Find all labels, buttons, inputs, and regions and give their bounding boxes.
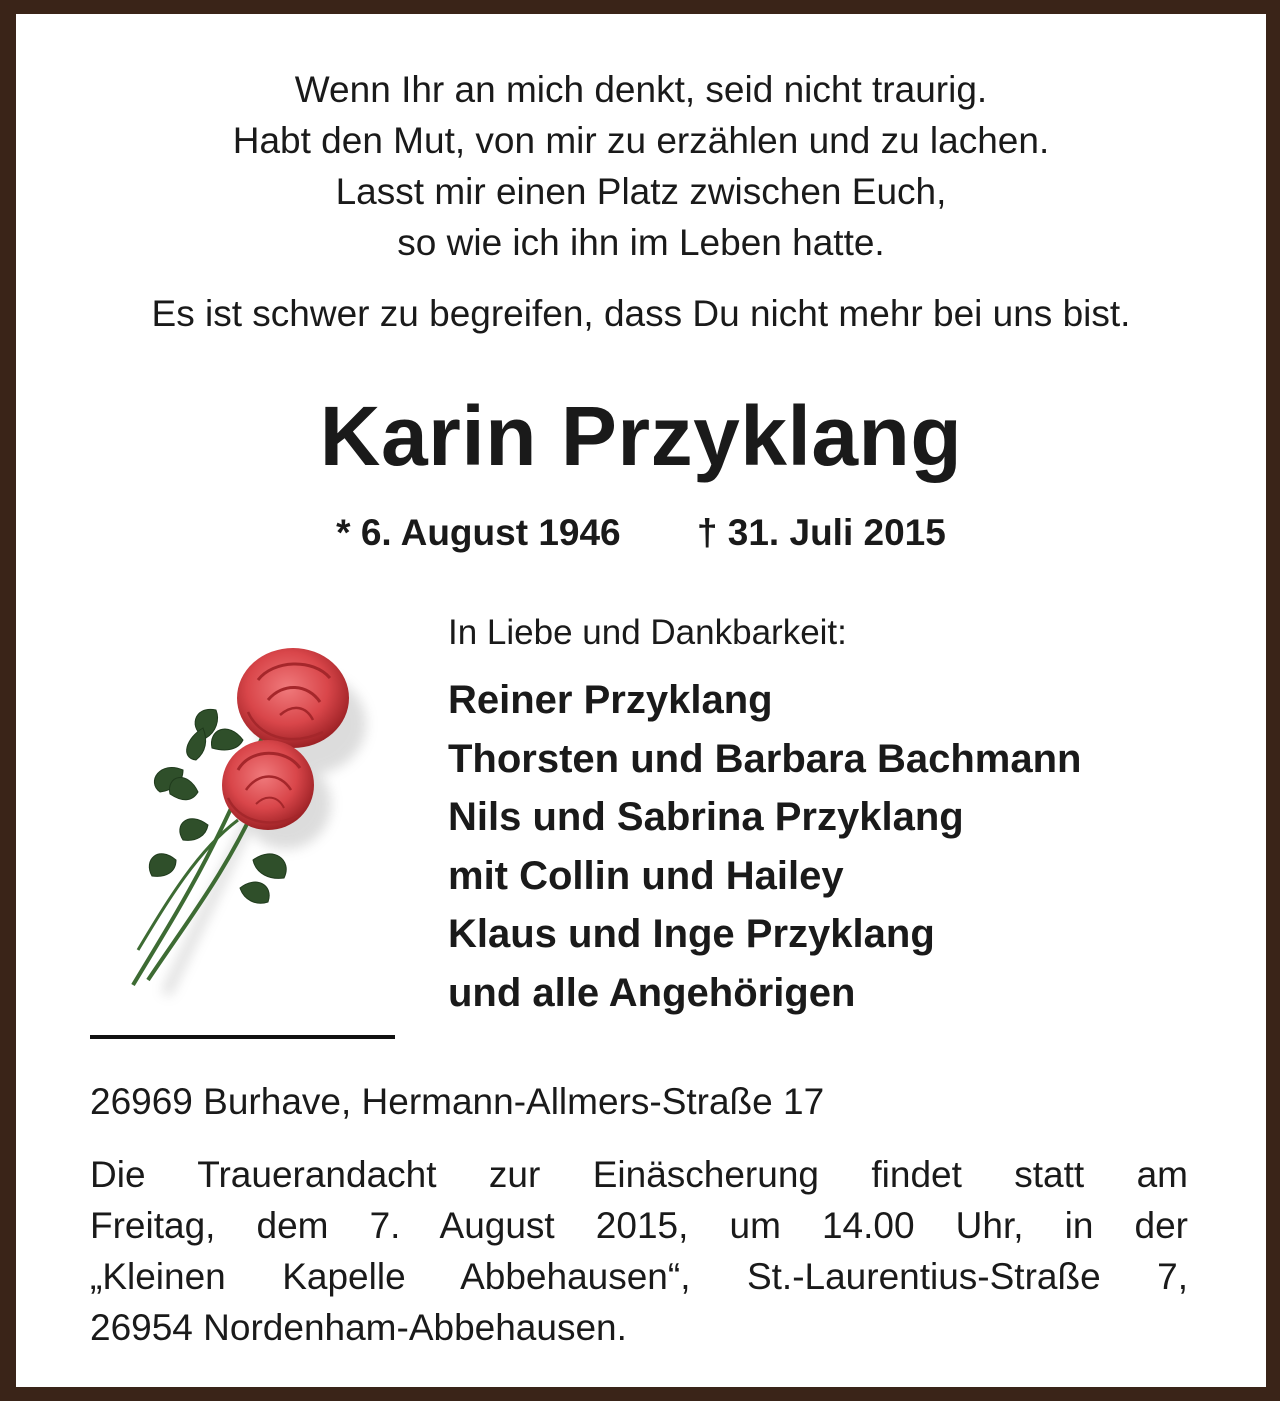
obituary-notice [16,14,1266,1387]
poem-line: Habt den Mut, von mir zu erzählen und zu lachen. [232,120,1050,161]
thanks-line: In Liebe und Dankbarkeit: [448,613,847,652]
service-line: 26954 Nordenham-Abbehausen. [90,1307,627,1348]
death-date: † 31. Juli 2015 [696,512,946,553]
mourner-name: mit Collin und Hailey [448,853,844,898]
poem-line: so wie ich ihn im Leben hatte. [397,222,885,263]
roses-illustration [88,620,398,1025]
separator-line [90,1035,395,1039]
intro-text: Es ist schwer zu begreifen, dass Du nicht mehr bei uns bist. [151,293,1131,334]
poem [16,64,1266,268]
poem-line: Wenn Ihr an mich denkt, seid nicht traurig. [294,69,988,110]
mourner-name: Klaus und Inge Przyklang [448,912,935,956]
birth-date: * 6. August 1946 [336,512,621,553]
deceased-name: Karin Przyklang [319,389,963,483]
service-info [90,1149,1188,1353]
address: 26969 Burhave, Hermann-Allmers-Straße 17 [90,1081,825,1122]
service-line: Die Trauerandacht zur Einäscherung findet statt am [90,1154,1188,1195]
service-line: „Kleinen Kapelle Abbehausen“, St.-Laurentius-Straße 7, [90,1256,1188,1297]
service-line: Freitag, dem 7. August 2015, um 14.00 Uhr, in der [90,1205,1188,1246]
mourners-list [448,671,1081,1022]
mourner-name: Reiner Przyklang [448,678,773,722]
life-dates [16,509,1266,557]
poem-line: Lasst mir einen Platz zwischen Euch, [335,171,947,212]
mourner-name: Nils und Sabrina Przyklang [448,795,964,839]
mourner-name: Thorsten und Barbara Bachmann [448,736,1082,781]
mourner-name: und alle Angehörigen [448,970,856,1015]
